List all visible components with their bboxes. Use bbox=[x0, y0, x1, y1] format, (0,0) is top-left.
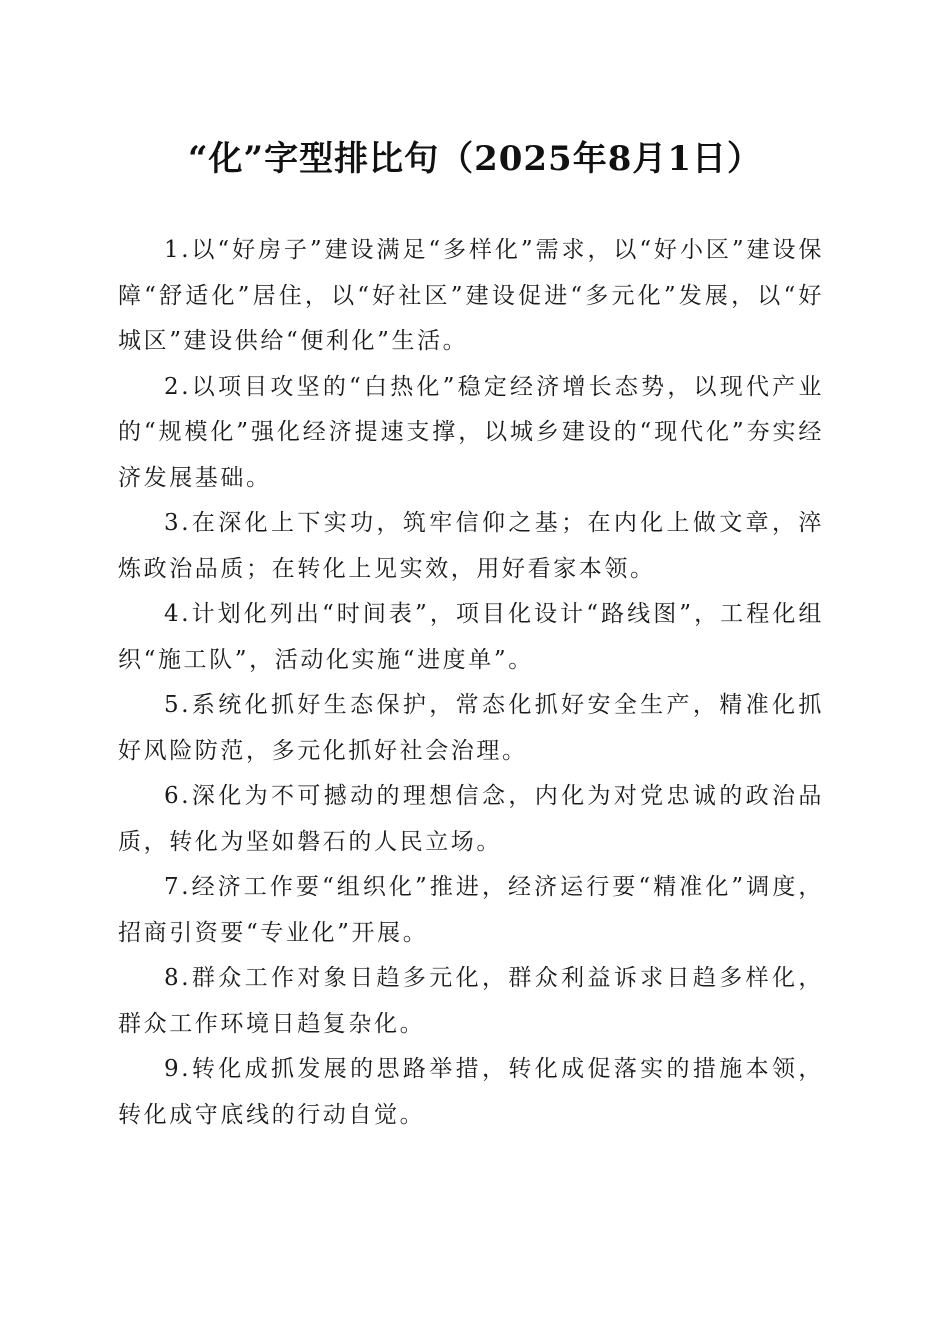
paragraph-2: 2.以项目攻坚的“白热化”稳定经济增长态势，以现代产业的“规模化”强化经济提速支撑，以城乡建设的“现代化”夯实经济发展基础。 bbox=[118, 373, 824, 491]
paragraph-3: 3.在深化上下实功，筑牢信仰之基；在内化上做文章，淬炼政治品质；在转化上见实效，用好看家本领。 bbox=[118, 510, 824, 582]
document-body bbox=[118, 228, 824, 1138]
paragraph-8: 8.群众工作对象日趋多元化，群众利益诉求日趋多样化，群众工作环境日趋复杂化。 bbox=[118, 965, 824, 1037]
paragraph-6: 6.深化为不可撼动的理想信念，内化为对党忠诚的政治品质，转化为坚如磐石的人民立场。 bbox=[118, 783, 824, 855]
paragraph-1: 1.以“好房子”建设满足“多样化”需求，以“好小区”建设保障“舒适化”居住，以“好社区”建设促进“多元化”发展，以“好城区”建设供给“便利化”生活。 bbox=[118, 237, 824, 354]
paragraph-4: 4.计划化列出“时间表”，项目化设计“路线图”，工程化组织“施工队”，活动化实施“进度单”。 bbox=[118, 601, 824, 673]
paragraph-7: 7.经济工作要“组织化”推进，经济运行要“精准化”调度，招商引资要“专业化”开展。 bbox=[118, 874, 824, 946]
paragraph-9: 9.转化成抓发展的思路举措，转化成促落实的措施本领，转化成守底线的行动自觉。 bbox=[118, 1056, 824, 1128]
document-title: “化”字型排比句（2025年8月1日） bbox=[187, 139, 763, 179]
paragraph-5: 5.系统化抓好生态保护，常态化抓好安全生产，精准化抓好风险防范，多元化抓好社会治理。 bbox=[118, 692, 824, 764]
